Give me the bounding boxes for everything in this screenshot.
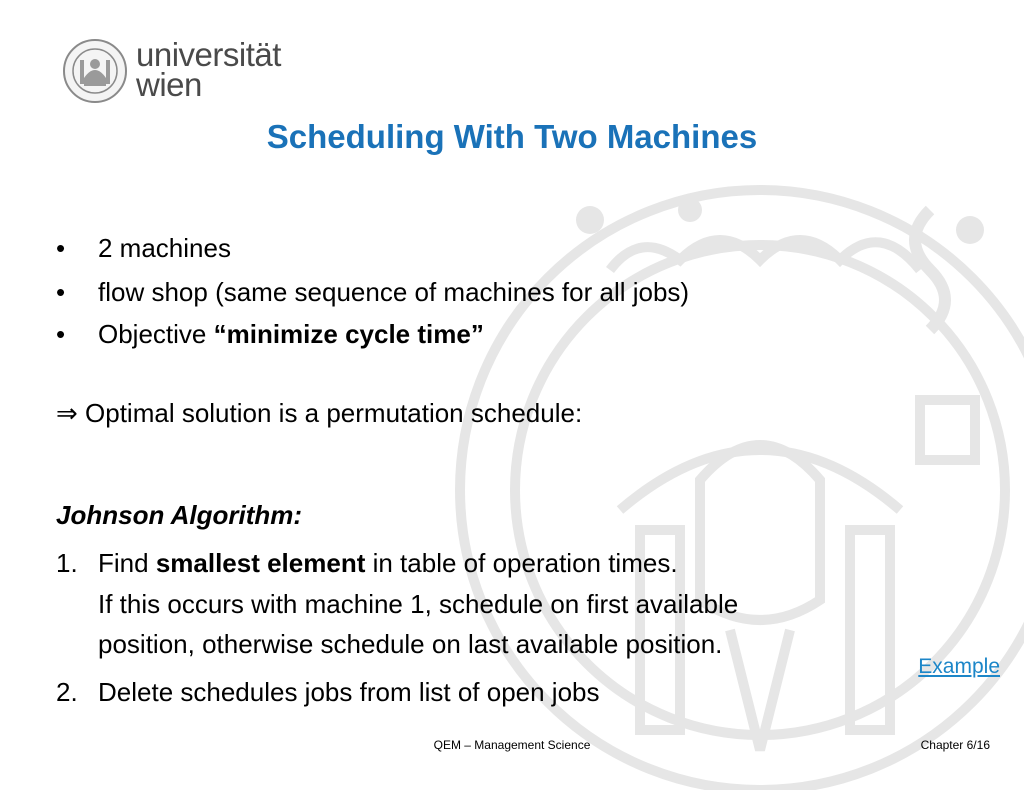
step-suffix: in table of operation times. [365, 548, 678, 578]
logo-word-universitat: universität [136, 36, 281, 73]
step-text: Delete schedules jobs from list of open jobs [98, 677, 600, 707]
example-link[interactable]: Example [918, 655, 1000, 678]
footer-course-title: QEM – Management Science [433, 738, 591, 752]
university-logo [62, 38, 298, 104]
algorithm-heading: Johnson Algorithm: [56, 500, 303, 530]
slide-title: Scheduling With Two Machines [266, 118, 758, 155]
bullet-text: 2 machines [98, 233, 231, 263]
implies-arrow-icon: ⇒ [56, 398, 78, 428]
university-seal-icon [62, 38, 128, 104]
step-emphasis: smallest element [155, 548, 366, 578]
footer-page-number: Chapter 6/16 [920, 738, 990, 752]
implication-line [56, 397, 582, 429]
step-line-3: position, otherwise schedule on last available position. [98, 629, 723, 659]
implication-text: Optimal solution is a permutation schedule: [77, 398, 583, 428]
step-number: 1. [56, 548, 78, 578]
bullet-item [56, 232, 231, 264]
objective-prefix: Objective [98, 319, 214, 349]
bullet-item [56, 276, 689, 308]
step-number: 2. [56, 677, 78, 707]
step-item [56, 676, 600, 708]
step-line-2: If this occurs with machine 1, schedule on first available [98, 589, 739, 619]
bullet-marker: • [56, 319, 66, 349]
bullet-item-objective [56, 318, 484, 350]
logo-word-wien: wien [136, 66, 202, 103]
bullet-marker: • [56, 277, 66, 307]
step-prefix: Find [98, 548, 156, 578]
objective-emphasis: “minimize cycle time” [213, 319, 484, 349]
bullet-text: flow shop (same sequence of machines for all jobs) [98, 277, 690, 307]
step-item [56, 547, 678, 579]
bullet-marker: • [56, 233, 66, 263]
